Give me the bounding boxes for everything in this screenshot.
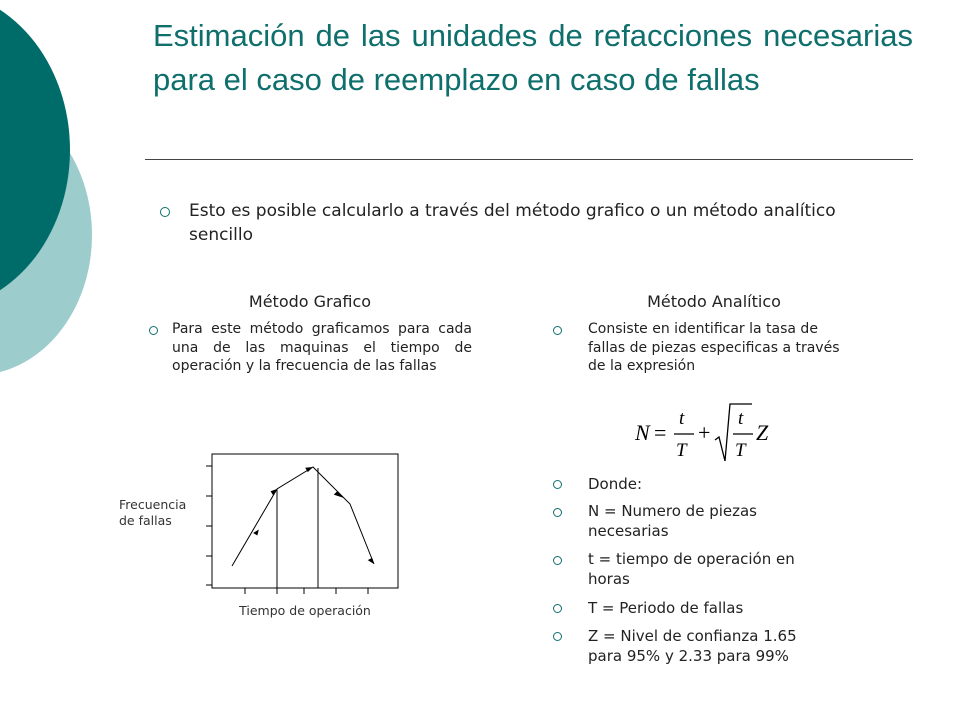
list-item-line2: necesarias xyxy=(588,522,669,540)
bullet-icon xyxy=(553,326,562,335)
list-item-line1: N = Numero de piezas xyxy=(588,502,757,520)
list-item xyxy=(588,549,858,589)
method-graphic-heading: Método Grafico xyxy=(248,292,372,311)
failure-frequency-graph xyxy=(200,450,400,595)
formula-plus: + xyxy=(698,420,711,445)
bullet-icon xyxy=(553,632,562,641)
formula xyxy=(632,400,782,464)
graph-ylabel-line2: de fallas xyxy=(119,513,172,528)
list-item-line2: horas xyxy=(588,570,630,588)
bullet-icon xyxy=(160,207,170,217)
formula-den-1: T xyxy=(676,440,687,461)
formula-z: Z xyxy=(756,420,769,445)
list-item-line1: Donde: xyxy=(588,475,643,493)
method-analytic-heading: Método Analítico xyxy=(647,292,781,311)
formula-lhs: N xyxy=(635,420,650,445)
graph-xlabel: Tiempo de operación xyxy=(239,603,371,618)
method-graphic-paragraph: Para este método graficamos para cada una de las maquinas el tiempo de operación y la frecuencia de las fallas xyxy=(172,321,472,374)
bullet-icon xyxy=(553,480,562,489)
arrowheads xyxy=(253,467,374,564)
bullet-icon xyxy=(553,508,562,517)
list-item-line1: t = tiempo de operación en xyxy=(588,550,795,568)
bullet-icon xyxy=(149,326,158,335)
bullet-icon xyxy=(553,556,562,565)
intro-text: Esto es posible calcularlo a través del método grafico o un método analítico sencillo xyxy=(189,201,836,245)
graph-ylabel-line1: Frecuencia xyxy=(119,497,187,512)
list-item xyxy=(588,474,858,494)
list-item-line1: T = Periodo de fallas xyxy=(588,599,744,617)
formula-eq: = xyxy=(654,420,667,445)
list-item xyxy=(588,598,858,618)
graph-ylabel xyxy=(119,497,186,529)
formula-num-2: t xyxy=(738,408,744,429)
frequency-curve xyxy=(232,467,374,566)
formula-den-2: T xyxy=(735,440,746,461)
graph-frame xyxy=(212,454,398,588)
y-ticks xyxy=(206,466,212,585)
title-divider xyxy=(145,159,913,160)
list-item-line1: Z = Nivel de confianza 1.65 xyxy=(588,627,797,645)
slide-title: Estimación de las unidades de refacciones necesarias para el caso de reemplazo en caso de fallas xyxy=(153,18,913,97)
x-ticks xyxy=(245,588,368,594)
list-item-line2: para 95% y 2.33 para 99% xyxy=(588,647,789,665)
list-item xyxy=(588,501,858,541)
sqrt-sign xyxy=(715,404,752,461)
bullet-icon xyxy=(553,604,562,613)
vertical-guides xyxy=(277,468,318,588)
list-item xyxy=(588,626,858,666)
method-analytic-paragraph: Consiste en identificar la tasa de fallas de piezas especificas a través de la expresión xyxy=(588,321,840,374)
formula-num-1: t xyxy=(679,408,685,429)
